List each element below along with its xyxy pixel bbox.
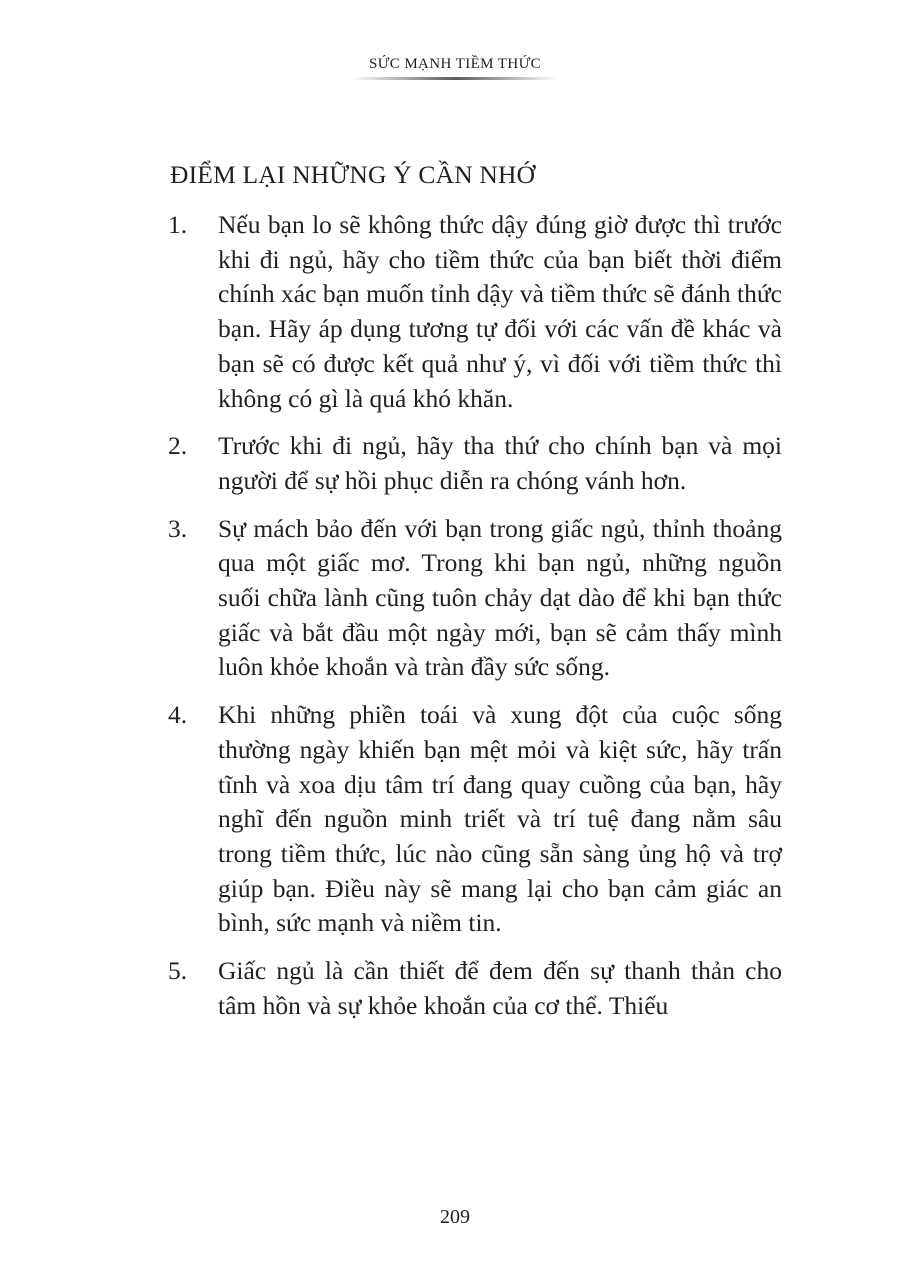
item-number: 5. <box>168 956 188 986</box>
item-text: Trước khi đi ngủ, hãy tha thứ cho chính bạn và mọi người để sự hồi phục diễn ra chóng vánh hơn. <box>218 431 782 495</box>
item-text: Sự mách bảo đến với bạn trong giấc ngủ, thỉnh thoảng qua một giấc mơ. Trong khi bạn ngủ, những nguồn suối chữa lành cũng tuôn chảy dạt dào để khi bạn thức giấc và bắt đầu một ngày mới, bạn sẽ cảm thấy mình luôn khỏe khoắn và tràn đầy sức sống. <box>218 513 782 682</box>
list-item <box>168 512 782 686</box>
header-rule <box>352 77 558 80</box>
list-item <box>168 429 782 498</box>
list-item <box>168 208 782 416</box>
item-text: Khi những phiền toái và xung đột của cuộc sống thường ngày khiến bạn mệt mỏi và kiệt sức, hãy trấn tĩnh và xoa dịu tâm trí đang quay cuồng của bạn, hãy nghĩ đến nguồn minh triết và trí tuệ đang nằm sâu trong tiềm thức, lúc nào cũng sẵn sàng ủng hộ và trợ giúp bạn. Điều này sẽ mang lại cho bạn cảm giác an bình, sức mạnh và niềm tin. <box>218 700 782 938</box>
key-points-list <box>168 208 782 1036</box>
item-number: 2. <box>168 431 188 461</box>
list-item <box>168 698 782 941</box>
item-text: Giấc ngủ là cần thiết để đem đến sự thanh thản cho tâm hồn và sự khỏe khoắn của cơ thể. Thiếu <box>218 956 782 1020</box>
item-number: 4. <box>168 700 188 730</box>
list-item <box>168 954 782 1023</box>
item-number: 1. <box>168 210 188 239</box>
section-title: ĐIỂM LẠI NHỮNG Ý CẦN NHỚ <box>170 160 536 189</box>
item-number: 3. <box>168 513 188 543</box>
page-number: 209 <box>440 1206 470 1228</box>
item-text: Nếu bạn lo sẽ không thức dậy đúng giờ được thì trước khi đi ngủ, hãy cho tiềm thức của bạn biết thời điểm chính xác bạn muốn tỉnh dậy và tiềm thức sẽ đánh thức bạn. Hãy áp dụng tương tự đối với các vấn đề khác và bạn sẽ có được kết quả như ý, vì đối với tiềm thức thì không có gì là quá khó khăn. <box>218 210 782 413</box>
running-header: SỨC MẠNH TIỀM THỨC <box>368 56 542 72</box>
